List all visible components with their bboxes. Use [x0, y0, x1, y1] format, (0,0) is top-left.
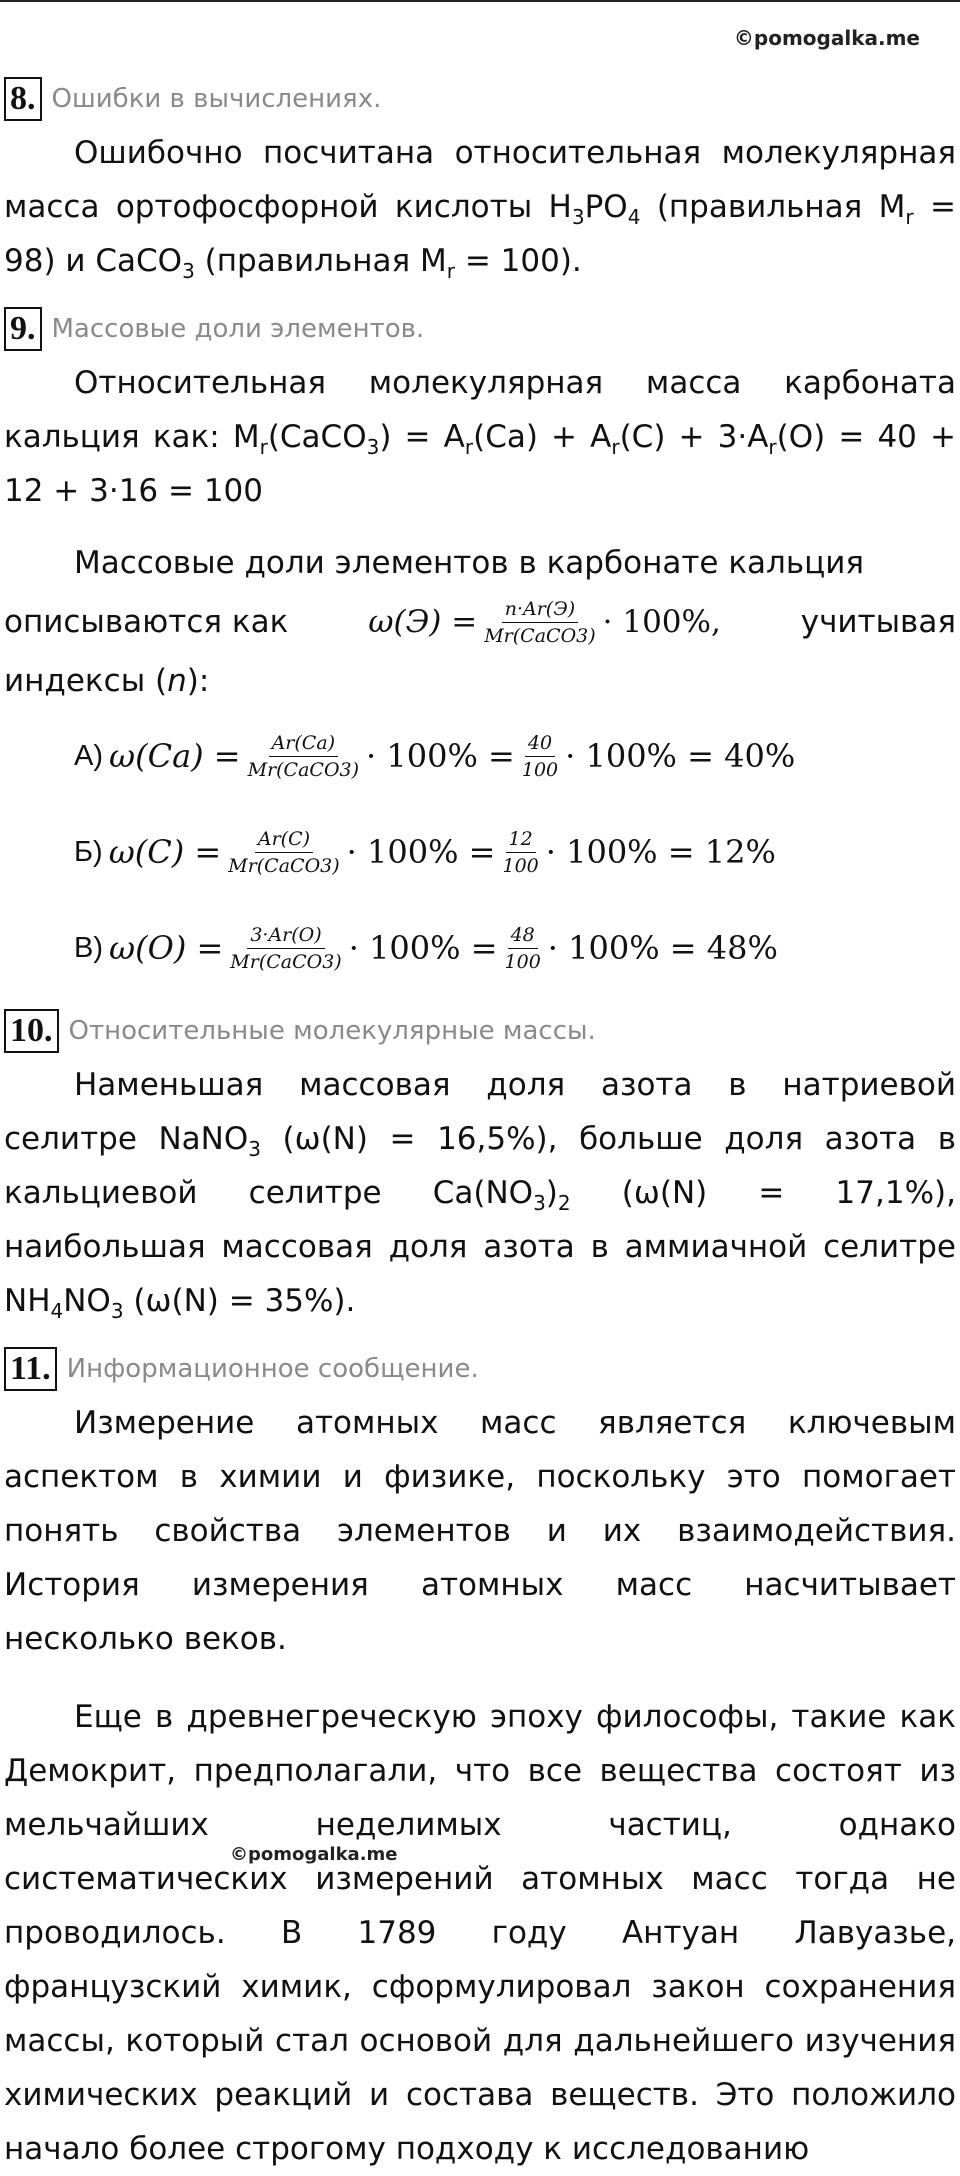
- watermark-top: ©pomogalka.me: [733, 26, 920, 50]
- equation-b: Б) ω(C) = $\frac{Ar(C)}{\text{Mr(CaCO3)}}$ · 100% = $\frac{12}{100}$ · 100% = 12%: [74, 827, 776, 877]
- task-number: 11.: [4, 1347, 57, 1391]
- section-10-header: [4, 1004, 956, 1058]
- page-content: [4, 70, 956, 2176]
- section-title: Относительные молекулярные массы.: [68, 1016, 596, 1046]
- formula-line: описываются как ω(Э) = $\frac{n\cdot Ar(Э)}{\text{Mr(CaCO3)}}$ · 100%, учитывая: [4, 597, 956, 647]
- paragraph: Относительная молекулярная масса карбоната кальция как: $M_r(CaCO_3) = A_r(Ca) + A_r(C) + 3\cdot A_r(O) = 40 + 12 + 3\cdot 16 = 100$: [4, 365, 956, 509]
- paragraph: Наменьшая массовая доля азота в натриевой селитре NaNO$_3$ (ω(N) = 16,5%), больше доля азота в кальциевой селитре $Ca(NO_3)_2$ (ω(N) = 17,1%), наибольшая массовая доля азота в аммиачной селитре $NH_4NO_3$ (ω(N) = 35%).: [4, 1067, 956, 1324]
- paragraph: Измерение атомных масс является ключевым аспектом в химии и физике, поскольку это помогает понять свойства элементов и их взаимодействия. История измерения атомных масс насчитывает несколько веков.: [4, 1405, 956, 1657]
- task-number: 10.: [4, 1009, 59, 1053]
- section-9-header: [4, 302, 956, 356]
- equation-a: А) ω(Ca) = $\frac{Ar(Ca)}{\text{Mr(CaCO3)}}$ · 100% = $\frac{40}{100}$ · 100% = 40%: [74, 731, 796, 781]
- section-title: Ошибки в вычислениях.: [51, 84, 382, 114]
- equation-c: В) ω(O) = $\frac{3\cdot Ar(O)}{\text{Mr(CaCO3)}}$ · 100% = $\frac{48}{100}$ · 100% = 48%: [74, 923, 778, 973]
- top-rule: [0, 0, 960, 2]
- paragraph: Ошибочно посчитана относительная молекулярная масса ортофосфорной кислоты $H_3PO_4$ (правильная $M_r = 98$) и CaCO$_3$ (правильная $M_r = 100$).: [4, 135, 956, 284]
- section-title: Информационное сообщение.: [66, 1354, 479, 1384]
- paragraph: Еще в древнегреческую эпоху философы, такие как Демокрит, предполагали, что все вещества состоят из мельчайших неделимых частиц, однако систематических измерений атомных масс тогда не проводилось. В 1789 году Антуан Лавуазье, французский химик, сформулировал закон сохранения массы, который стал основой для дальнейшего изучения химических реакций и состава веществ. Это положило начало более строгому подходу к исследованию: [4, 1699, 956, 2167]
- task-number: 9.: [4, 307, 42, 351]
- section-8-header: [4, 72, 956, 126]
- task-number: 8.: [4, 77, 42, 121]
- fraction: $\frac{n\cdot Ar(Э)}{\text{Mr(CaCO3)}}$: [484, 597, 596, 647]
- section-11-header: [4, 1342, 956, 1396]
- paragraph: Массовые доли элементов в карбонате кальция: [74, 545, 865, 581]
- watermark-middle: ©pomogalka.me: [230, 1844, 398, 1865]
- section-title: Массовые доли элементов.: [51, 314, 425, 344]
- paragraph: индексы (n):: [4, 663, 210, 699]
